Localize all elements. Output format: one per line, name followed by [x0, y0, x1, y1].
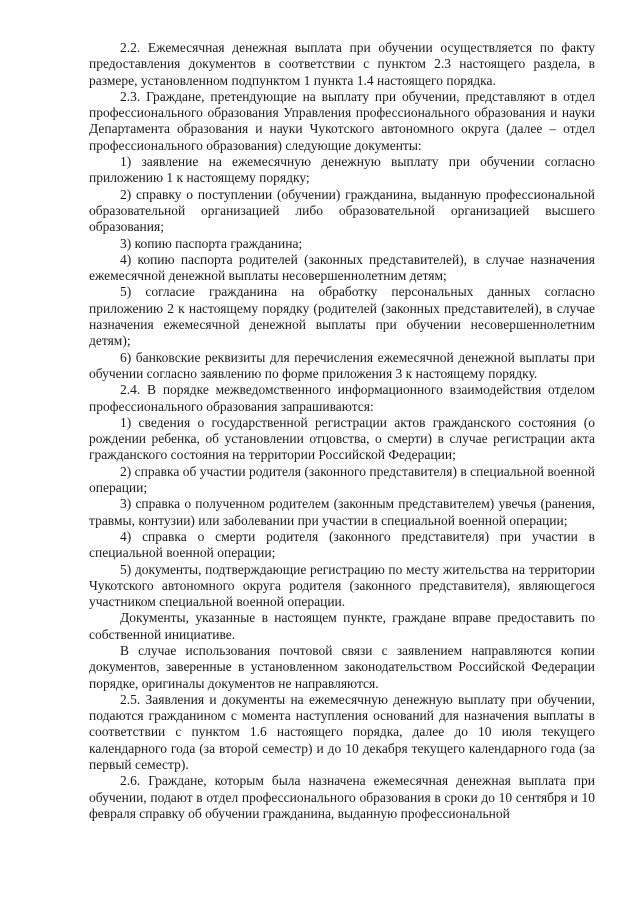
document-page [89, 40, 595, 822]
list-item-2-3-6: 6) банковские реквизиты для перечисления ежемесячной денежной выплаты при обучении согласно заявлению по форме приложения 3 к настоящему порядку. [89, 349, 595, 381]
paragraph-2-6: 2.6. Граждане, которым была назначена ежемесячная денежная выплата при обучении, подают в отдел профессионального образования в сроки до 10 сентября и 10 февраля справку об обучении гражданина, выданную профессиональной [89, 773, 595, 821]
list-item-2-3-1: 1) заявление на ежемесячную денежную выплату при обучении согласно приложению 1 к настоящему порядку; [89, 154, 595, 186]
paragraph-postal-delivery: В случае использования почтовой связи с заявлением направляются копии документов, заверенные в установленном законодательством Российской Федерации порядке, оригиналы документов не направляются. [89, 642, 595, 691]
list-item-2-3-3: 3) копию паспорта гражданина; [120, 235, 303, 251]
paragraph-2-4: 2.4. В порядке межведомственного информационного взаимодействия отделом профессионального образования запрашиваются: [89, 382, 595, 414]
paragraph-2-2: 2.2. Ежемесячная денежная выплата при обучении осуществляется по факту предоставления документов в соответствии с пунктом 2.3 настоящего раздела, в размере, установленном подпунктом 1 пункта 1.4 настоящего порядка. [89, 40, 595, 88]
paragraph-2-5: 2.5. Заявления и документы на ежемесячную денежную выплату при обучении, подаются гражданином с момента наступления оснований для назначения выплаты в соответствии с пунктом 1.6 настоящего порядка, далее до 10 июля текущего календарного года (за второй семестр) и до 10 декабря текущего календарного года (за первый семестр). [89, 691, 595, 773]
list-item-2-4-4: 4) справка о смерти родителя (законного представителя) при участии в специальной военной операции; [89, 528, 595, 561]
list-item-2-3-2: 2) справку о поступлении (обучении) гражданина, выданную профессиональной образовательной организацией либо образовательной организацией высшего образования; [89, 186, 595, 235]
list-item-2-4-3: 3) справка о полученном родителем (законным представителем) увечья (ранения, травмы, контузии) или заболевании при участии в специальной военной операции; [89, 496, 595, 528]
list-item-2-4-1: 1) сведения о государственной регистрации актов гражданского состояния (о рождении ребенка, об установлении отцовства, о смерти) в случае регистрации акта гражданского состояния на территории Российской Федерации; [89, 414, 595, 463]
list-item-2-4-5: 5) документы, подтверждающие регистрацию по месту жительства на территории Чукотского автономного округа родителя (законного представителя), являющегося участником специальной военной операции. [89, 561, 595, 610]
list-item-2-3-4: 4) копию паспорта родителей (законных представителей), в случае назначения ежемесячной денежной выплаты несовершеннолетним детям; [89, 251, 595, 284]
paragraph-2-3: 2.3. Граждане, претендующие на выплату при обучении, представляют в отдел профессионального образования Управления профессионального образования и науки Департамента образования и науки Чукотского автономного округа (далее – отдел профессионального образования) следующие документы: [89, 88, 595, 153]
paragraph-documents-own-initiative: Документы, указанные в настоящем пункте, граждане вправе предоставить по собственной инициативе. [89, 610, 595, 642]
list-item-2-3-5: 5) согласие гражданина на обработку персональных данных согласно приложению 2 к настоящему порядку (родителей (законных представителей), в случае назначения ежемесячной денежной выплаты при обучении несовершеннолетним детям); [89, 284, 595, 349]
list-item-2-4-2: 2) справка об участии родителя (законного представителя) в специальной военной операции; [89, 463, 595, 496]
